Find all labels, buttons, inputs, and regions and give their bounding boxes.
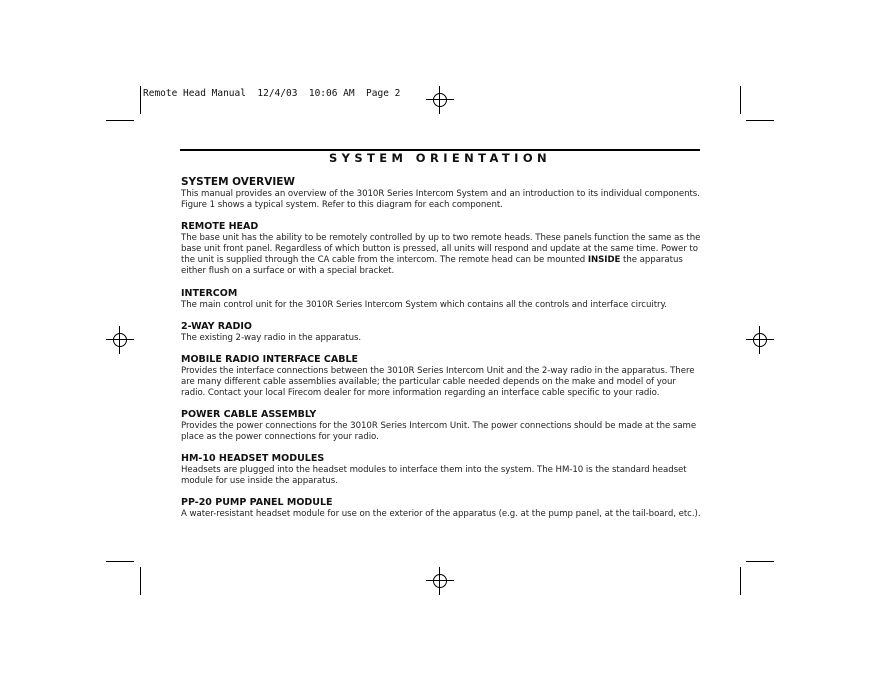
section-heading: PP-20 PUMP PANEL MODULE [181,497,333,509]
section-body: A water-resistant headset module for use on the exterior of the apparatus (e.g. at the pump panel, at the tail-board, etc.). [181,509,701,520]
section-pp-20-pump-panel-module [181,497,701,520]
section-body: Provides the interface connections between the 3010R Series Intercom Unit and the 2-way radio in the apparatus. There are many different cable assemblies available; the particular cable needed depends on the make and model of your radio. Contact your local Firecom dealer for more information regarding an interface cable specific to your radio. [181,365,695,398]
section-heading: MOBILE RADIO INTERFACE CABLE [181,353,359,365]
registration-mark-bottom [426,567,454,595]
crop-mark [746,561,774,562]
section-body: Headsets are plugged into the headset modules to interface them into the system. The HM-10 is the standard headset module for use inside the apparatus. [181,465,687,487]
section-mobile-radio-interface-cable [181,354,701,399]
body-text: the apparatus either flush on a surface or with a special bracket. [181,255,683,277]
section-heading: HM-10 HEADSET MODULES [181,453,325,465]
registration-mark-top [426,86,454,114]
section-power-cable-assembly [181,409,701,443]
crop-mark [140,567,141,595]
section-heading: 2-WAY RADIO [181,320,252,332]
section-body: This manual provides an overview of the 3010R Series Intercom System and an introduction to its individual components. Figure 1 shows a typical system. Refer to this diagram for each component. [181,189,700,211]
section-body: Provides the power connections for the 3010R Series Intercom Unit. The power connections should be made at the same place as the power connections for your radio. [181,421,697,443]
section-remote-head [181,221,701,277]
page-title: SYSTEM ORIENTATION [328,151,552,165]
section-body: The existing 2-way radio in the apparatus. [181,332,362,343]
body-text: The base unit has the ability to be remotely controlled by up to two remote heads. These panels function the same as the base unit front panel. Regardless of which button is pressed, all units will respond and update at the same time. Power to the unit is supplied through the CA cable from the intercom. The remote head can be mounted [181,233,701,266]
section-heading: INTERCOM [181,287,238,299]
section-intercom [181,288,701,311]
registration-mark-right [746,326,774,354]
crop-mark [106,120,134,121]
crop-mark [740,567,741,595]
print-slug-line: Remote Head Manual 12/4/03 10:06 AM Page 2 [143,88,401,99]
section-body [181,233,701,277]
registration-mark-left [106,326,134,354]
crop-mark [140,86,141,114]
crop-mark [740,86,741,114]
section-hm-10-headset-modules [181,453,701,487]
section-heading: REMOTE HEAD [181,221,259,233]
document-body [181,176,701,531]
crop-mark [746,120,774,121]
section-heading: POWER CABLE ASSEMBLY [181,409,317,421]
section-2-way-radio [181,321,701,344]
section-system-overview [181,176,701,211]
emphasis-text: INSIDE [587,255,621,266]
section-body: The main control unit for the 3010R Series Intercom System which contains all the controls and interface circuitry. [181,299,667,310]
section-heading: SYSTEM OVERVIEW [181,176,295,188]
crop-mark [106,561,134,562]
